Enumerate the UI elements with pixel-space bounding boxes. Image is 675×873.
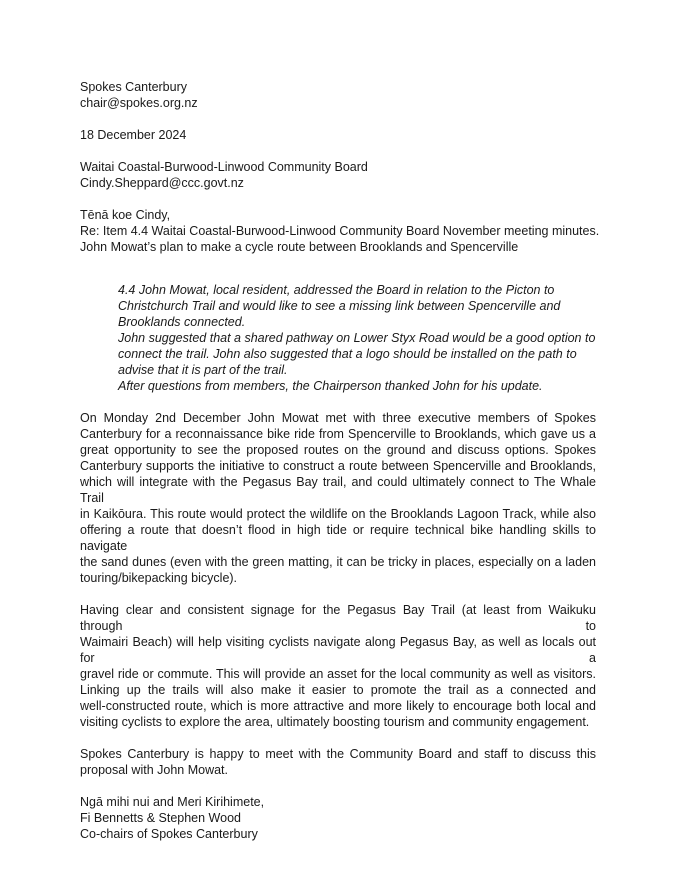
paragraph-line: gravel ride or commute. This will provide an asset for the local community as well as visitors.: [80, 667, 596, 681]
recipient-email: Cindy.Sheppard@ccc.govt.nz: [80, 176, 244, 190]
paragraph-line: touring/bikepacking bicycle).: [80, 571, 238, 585]
quote-line: John suggested that a shared pathway on Lower Styx Road would be a good option to: [118, 331, 596, 345]
paragraph-line: offering a route that doesn’t flood in high tide or require technical bike handling skills to navigate: [80, 523, 596, 553]
paragraph-line: Waimairi Beach) will help visiting cyclists navigate along Pegasus Bay, as well as locals out for a: [80, 635, 596, 665]
paragraph-line: Canterbury for a reconnaissance bike ride from Spencerville to Brooklands, which gave us a: [80, 427, 596, 441]
paragraph-line: On Monday 2nd December John Mowat met with three executive members of Spokes: [80, 411, 596, 425]
paragraph-line: visiting cyclists to explore the area, ultimately boosting tourism and community engagement.: [80, 715, 590, 729]
quote-line: Christchurch Trail and would like to see a missing link between Spencerville and: [118, 299, 561, 313]
paragraph-signage: [80, 602, 596, 730]
recipient-block: [80, 159, 596, 191]
quoted-minutes: [118, 282, 596, 394]
subject-line: Re: Item 4.4 Waitai Coastal-Burwood-Linwood Community Board November meeting minutes.: [80, 224, 600, 238]
paragraph-line: great opportunity to see the proposed routes on the ground and discuss options. Spokes: [80, 443, 596, 457]
greeting: Tēnā koe Cindy,: [80, 208, 171, 222]
quote-line: advise that it is part of the trail.: [118, 363, 288, 377]
signatory-names: Fi Bennetts & Stephen Wood: [80, 811, 241, 825]
signoff-block: [80, 794, 596, 842]
sender-name: Spokes Canterbury: [80, 80, 188, 94]
signatory-title: Co-chairs of Spokes Canterbury: [80, 827, 258, 841]
paragraph-line: Canterbury supports the initiative to construct a route between Spencerville and Brooklands,: [80, 459, 596, 473]
closing: Ngā mihi nui and Meri Kirihimete,: [80, 795, 265, 809]
paragraph-line: Linking up the trails will also make it easier to promote the trail as a connected and: [80, 683, 596, 697]
paragraph-line: Having clear and consistent signage for the Pegasus Bay Trail (at least from Waikuku through to: [80, 603, 596, 633]
subject-block: [80, 223, 600, 255]
letter-date: 18 December 2024: [80, 128, 187, 142]
paragraph-reconnaissance: [80, 410, 596, 586]
paragraph-line: which will integrate with the Pegasus Bay trail, and could ultimately connect to The Whale Trail: [80, 475, 596, 505]
quote-line: After questions from members, the Chairperson thanked John for his update.: [118, 379, 543, 393]
paragraph-line: in Kaikōura. This route would protect the wildlife on the Brooklands Lagoon Track, while also: [80, 507, 596, 521]
subject-line: John Mowat’s plan to make a cycle route between Brooklands and Spencerville: [80, 240, 519, 254]
paragraph-line: the sand dunes (even with the green matting, it can be tricky in places, especially on a laden: [80, 555, 596, 569]
sender-email: chair@spokes.org.nz: [80, 96, 198, 110]
paragraph-meeting-offer: [80, 746, 596, 778]
recipient-name: Waitai Coastal-Burwood-Linwood Community Board: [80, 160, 368, 174]
quote-line: Brooklands connected.: [118, 315, 246, 329]
paragraph-line: well-constructed route, which is more attractive and more likely to encourage both local and: [80, 699, 596, 713]
sender-block: [80, 79, 596, 111]
quote-line: 4.4 John Mowat, local resident, addressed the Board in relation to the Picton to: [118, 283, 555, 297]
paragraph-line: Spokes Canterbury is happy to meet with the Community Board and staff to discuss this: [80, 747, 596, 761]
paragraph-line: proposal with John Mowat.: [80, 763, 228, 777]
letter-body: [80, 79, 600, 842]
quote-line: connect the trail. John also suggested that a logo should be installed on the path to: [118, 347, 577, 361]
